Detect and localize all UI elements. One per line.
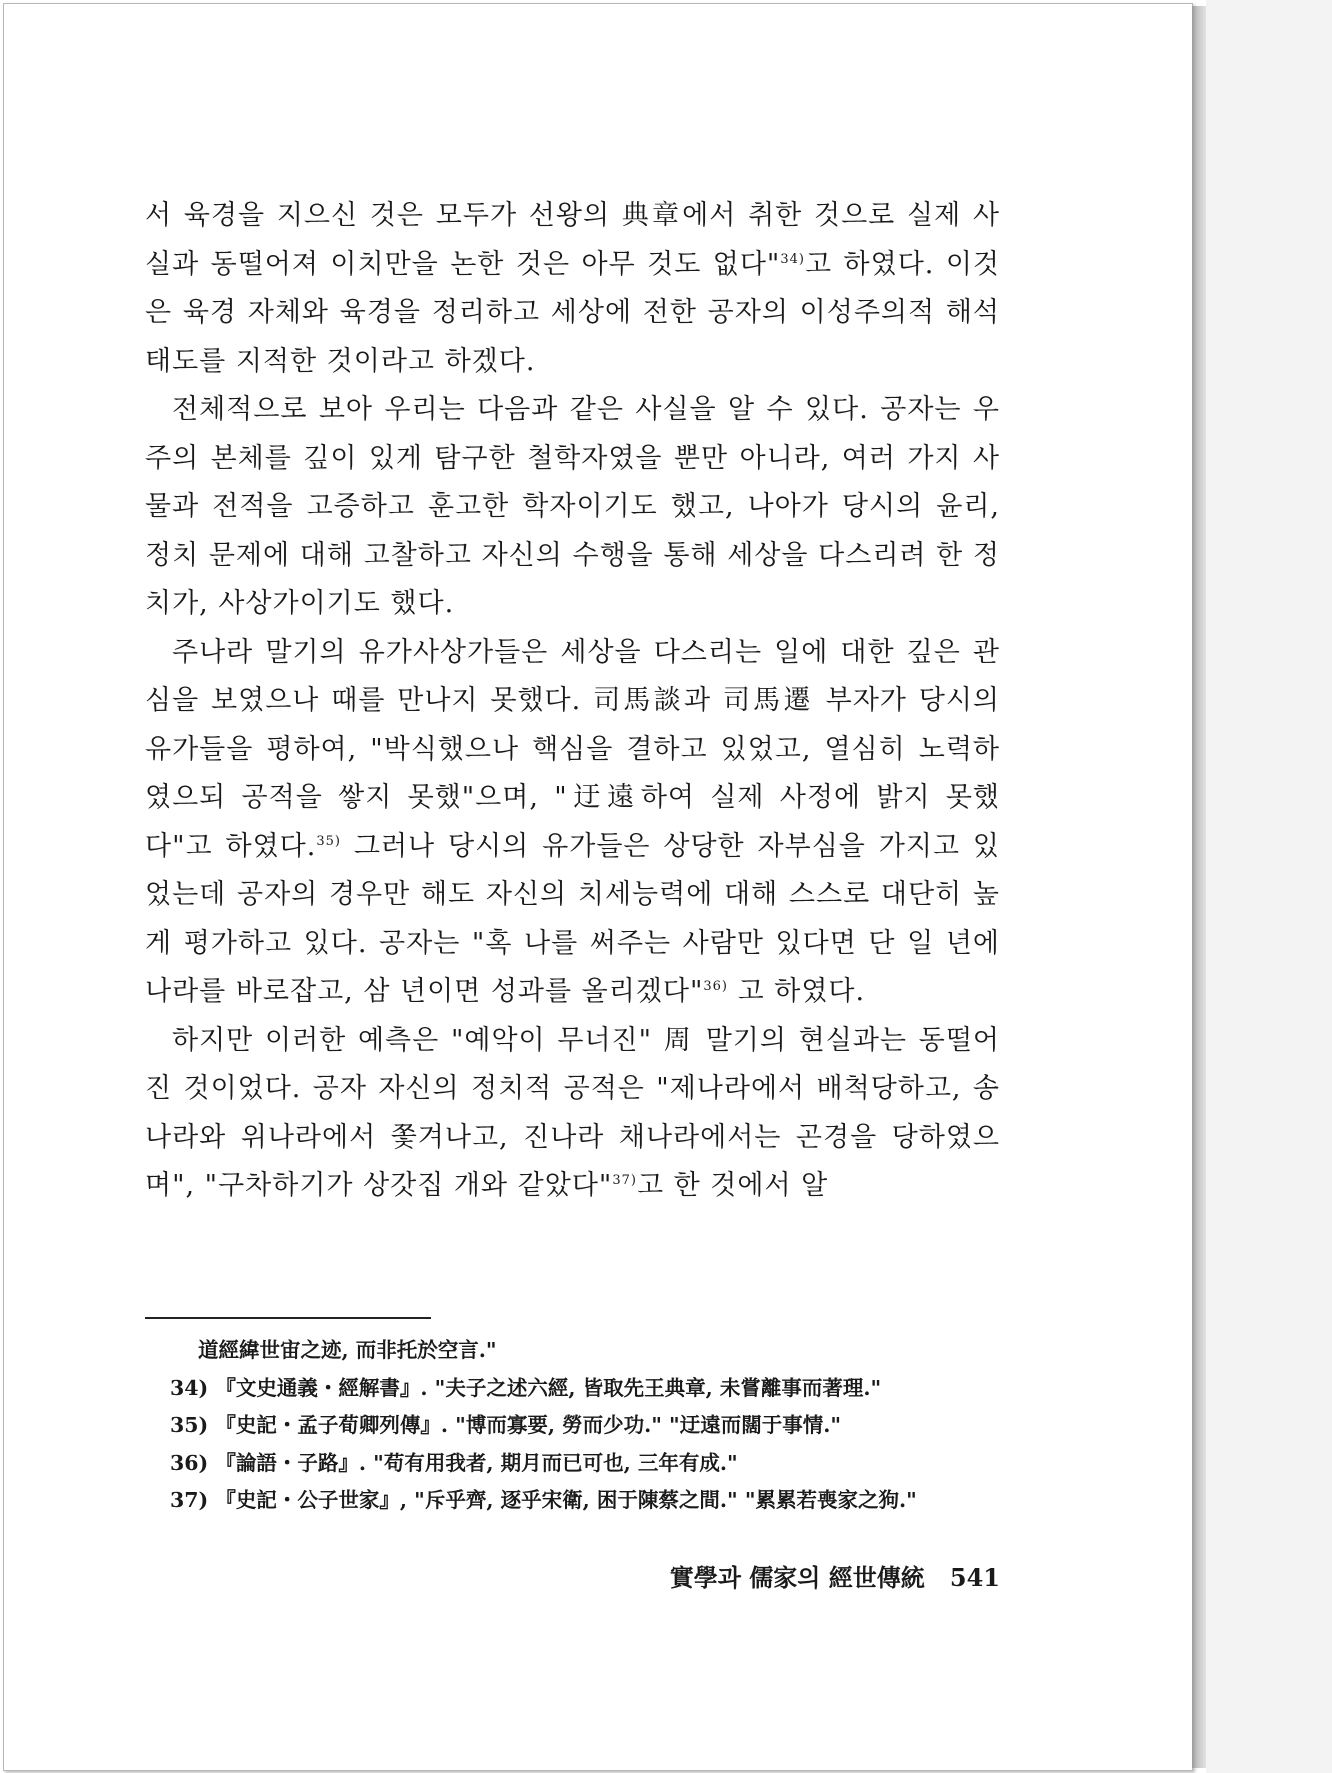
footnote-text: 『論語・子路』. "苟有用我者, 期月而已可也, 三年有成." [208,1450,738,1475]
footnote-ref: 34) [780,251,805,267]
footnote-number: 34) [170,1375,209,1400]
footnote [170,1445,1000,1483]
footnote [170,1370,1000,1408]
paragraph [145,1017,1000,1211]
footnote [170,1482,1000,1520]
footnotes [170,1332,1000,1520]
footnote [170,1407,1000,1445]
footnote-ref: 37) [612,1173,637,1188]
footnote-continuation [170,1332,1000,1370]
footnote-number: 37) [170,1488,209,1512]
paragraph [145,192,1000,386]
text-segment: 전체적으로 보아 우리는 다음과 같은 사실을 알 수 있다. 공자는 우주의 본체를 깊이 있게 탐구한 철학자였을 뿐만 아니라, 여러 가지 사물과 전적을 고증하고 훈고한 학자이기도 했고, 나아가 당시의 윤리, 정치 문제에 대해 고찰하고 자신의 수행을 통해 세상을 다스리려 한 정치가, 사상가이기도 했다. [145,394,1000,619]
running-footer [560,1558,1000,1593]
body-text [145,192,1000,1211]
text-segment: 하지만 이러한 예측은 "예악이 무너진" 周 말기의 현실과는 동떨어진 것이었다. 공자 자신의 정치적 공적은 "제나라에서 배척당하고, 송나라와 위나라에서 쫓겨나고, 진나라 채나라에서는 곤경을 당하였으며", "구차하기가 상갓집 개와 같았다" [145,1024,1000,1201]
footnote-text: 道經緯世宙之迹, 而非托於空言." [198,1338,497,1362]
footnote-ref: 35) [316,833,341,849]
footnote-ref: 36) [703,979,729,994]
paragraph [145,629,1000,1017]
footnote-text: 『史記・孟子荀卿列傳』. "博而寡要, 勞而少功." "迂遠而闊于事情." [208,1413,842,1437]
text-segment: 고 한 것에서 알 [636,1170,829,1201]
footnote-number: 35) [170,1413,209,1437]
running-title: 實學과 儒家의 經世傳統 [669,1563,925,1592]
text-segment: 주나라 말기의 유가사상가들은 세상을 다스리는 일에 대한 깊은 관심을 보였으나 때를 만나지 못했다. 司馬談과 司馬遷 부자가 당시의 유가들을 평하여, "박식했으나 핵심을 결하고 있었고, 열심히 노력하였으되 공적을 쌓지 못했"으며, "迂遠하여 실제 사정에 밝지 못했다"고 하였다. [145,636,1000,862]
footnote-number: 36) [170,1450,209,1475]
text-segment: 그러나 당시의 유가들은 상당한 자부심을 가지고 있었는데 공자의 경우만 해도 자신의 치세능력에 대해 스스로 대단히 높게 평가하고 있다. 공자는 "혹 나를 써주는 사람만 있다면 단 일 년에 나라를 바로잡고, 삼 년이면 성과를 올리겠다" [145,830,1000,1007]
text-segment: 고 하였다. [728,976,866,1007]
page-edge-shadow [1192,6,1206,1768]
text-segment: 서 육경을 지으신 것은 모두가 선왕의 典章에서 취한 것으로 실제 사실과 동떨어져 이치만을 논한 것은 아무 것도 없다" [145,200,1000,280]
background-margin [1206,0,1332,1773]
footnote-text: 『文史通義・經解書』. "夫子之述六經, 皆取先王典章, 未嘗離事而著理." [208,1375,882,1400]
footnote-text: 『史記・公子世家』, "斥乎齊, 逐乎宋衛, 困于陳蔡之間." "累累若喪家之狗." [208,1488,917,1512]
paragraph [145,386,1000,629]
footnote-separator [145,1317,431,1319]
page-number: 541 [949,1563,1000,1592]
text-segment: 고 하였다. 이것은 육경 자체와 육경을 정리하고 세상에 전한 공자의 이성주의적 해석태도를 지적한 것이라고 하겠다. [145,248,1000,377]
